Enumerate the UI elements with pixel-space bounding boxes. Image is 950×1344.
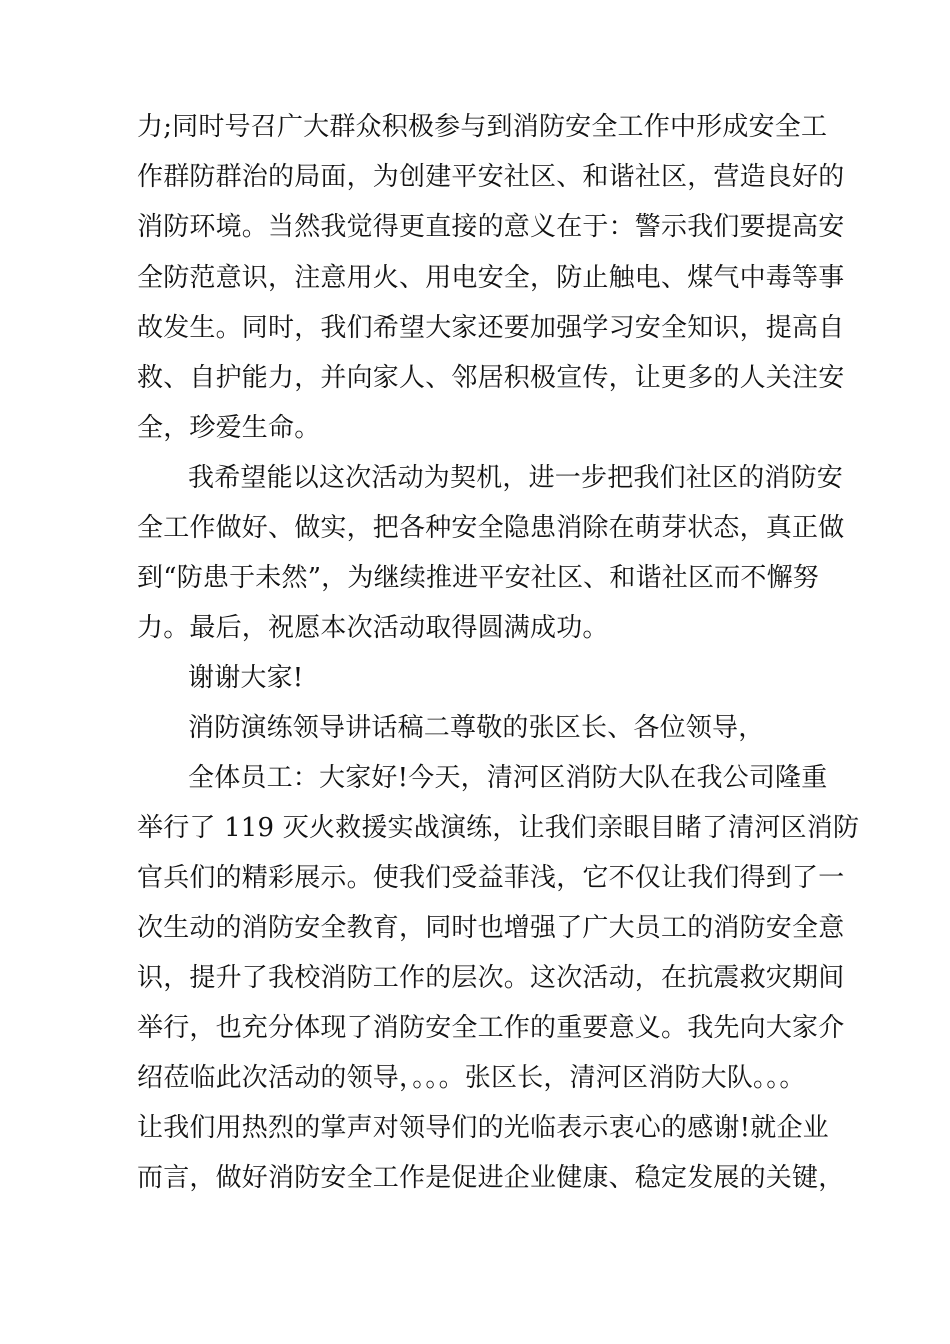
text-line: 官兵们的精彩展示。使我们受益菲浅，它不仅让我们得到了一: [137, 863, 845, 893]
text-line: 救、自护能力，并向家人、邻居积极宣传，让更多的人关注安: [137, 363, 845, 393]
text-line: 识，提升了我校消防工作的层次。这次活动，在抗震救灾期间: [137, 963, 845, 993]
text-line: 消防环境。当然我觉得更直接的意义在于：警示我们要提高安: [137, 212, 845, 242]
text-line: 举行了 119 灭火救援实战演练，让我们亲眼目睹了清河区消防: [137, 813, 860, 843]
paragraph-first-line: 消防演练领导讲话稿二尊敬的张区长、各位领导，: [188, 713, 765, 743]
text-line: 力;同时号召广大群众积极参与到消防安全工作中形成安全工: [137, 112, 828, 142]
text-line: 举行，也充分体现了消防安全工作的重要意义。我先向大家介: [137, 1013, 845, 1043]
text-line: 作群防群治的局面，为创建平安社区、和谐社区，营造良好的: [137, 162, 845, 192]
text-line: 让我们用热烈的掌声对领导们的光临表示衷心的感谢!就企业: [137, 1113, 829, 1143]
text-line: 全工作做好、做实，把各种安全隐患消除在萌芽状态，真正做: [137, 513, 845, 543]
text-line: 到“防患于未然”，为继续推进平安社区、和谐社区而不懈努: [137, 563, 819, 593]
paragraph-first-line: 谢谢大家!: [188, 663, 304, 693]
text-line: 次生动的消防安全教育，同时也增强了广大员工的消防安全意: [137, 913, 845, 943]
paragraph-first-line: 全体员工：大家好!今天，清河区消防大队在我公司隆重: [188, 763, 828, 793]
paragraph-first-line: 我希望能以这次活动为契机，进一步把我们社区的消防安: [188, 463, 844, 493]
text-line: 全，珍爱生命。: [137, 413, 321, 443]
text-line: 力。最后，祝愿本次活动取得圆满成功。: [137, 613, 609, 643]
text-line: 而言，做好消防安全工作是促进企业健康、稳定发展的关键，: [137, 1163, 845, 1193]
text-line: 故发生。同时，我们希望大家还要加强学习安全知识，提高自: [137, 313, 845, 343]
text-line: 全防范意识，注意用火、用电安全，防止触电、煤气中毒等事: [137, 263, 845, 293]
text-line: 绍莅临此次活动的领导，。。。张区长，清河区消防大队。。。: [137, 1063, 806, 1093]
